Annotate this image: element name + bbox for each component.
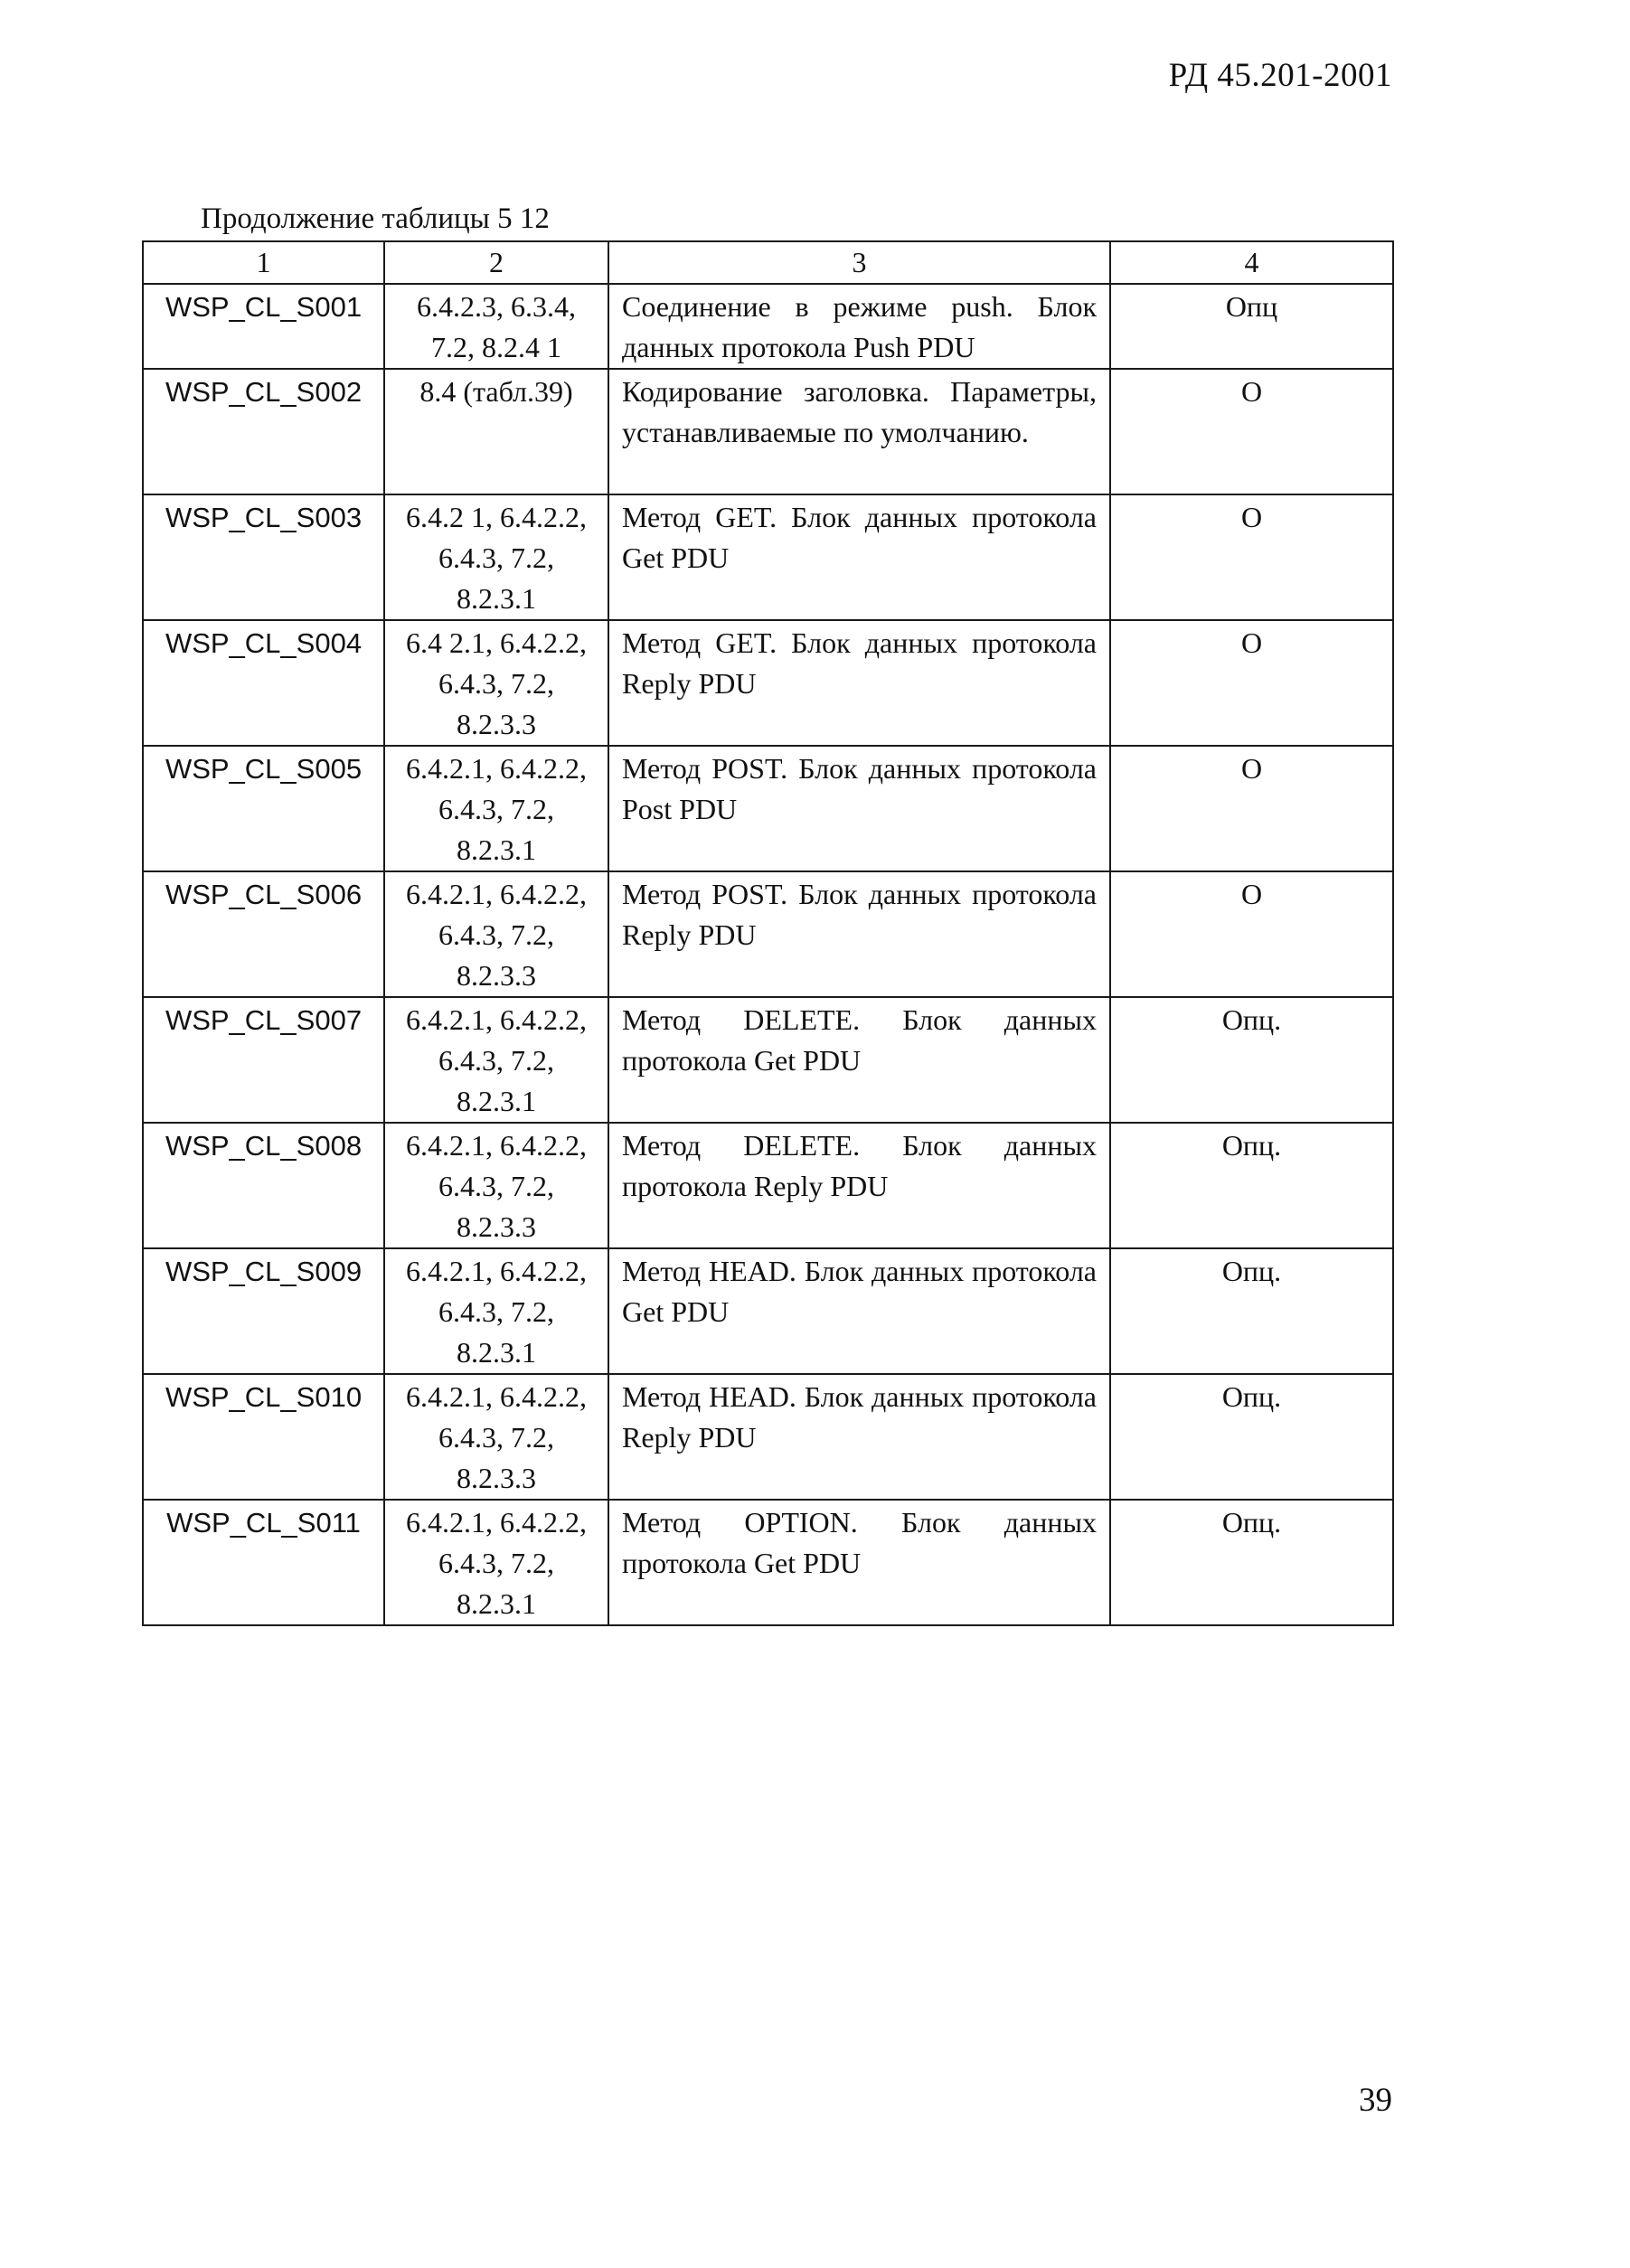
table-row bbox=[143, 620, 1393, 746]
row-status: О bbox=[1110, 369, 1393, 494]
row-id: WSP_CL_S001 bbox=[143, 284, 384, 369]
table-row bbox=[143, 997, 1393, 1123]
row-id: WSP_CL_S002 bbox=[143, 369, 384, 494]
row-ref: 6.4.2.1, 6.4.2.2, 6.4.3, 7.2, 8.2.3.3 bbox=[384, 871, 608, 997]
row-desc: Метод POST. Блок данных протокола Reply PDU bbox=[608, 871, 1110, 997]
row-ref: 6.4.2.1, 6.4.2.2, 6.4.3, 7.2, 8.2.3.3 bbox=[384, 1123, 608, 1248]
row-ref: 6.4.2.1, 6.4.2.2, 6.4.3, 7.2, 8.2.3.1 bbox=[384, 746, 608, 871]
table-row bbox=[143, 1123, 1393, 1248]
spec-table bbox=[142, 240, 1394, 1626]
row-status: О bbox=[1110, 494, 1393, 620]
row-status: О bbox=[1110, 871, 1393, 997]
row-status: О bbox=[1110, 746, 1393, 871]
table-body bbox=[143, 284, 1393, 1625]
header-row bbox=[143, 241, 1393, 284]
row-status: Опц. bbox=[1110, 997, 1393, 1123]
row-status: Опц. bbox=[1110, 1374, 1393, 1500]
row-id: WSP_CL_S006 bbox=[143, 871, 384, 997]
row-ref: 6.4.2.1, 6.4.2.2, 6.4.3, 7.2, 8.2.3.1 bbox=[384, 997, 608, 1123]
table-row bbox=[143, 284, 1393, 369]
row-id: WSP_CL_S011 bbox=[143, 1500, 384, 1625]
table-row bbox=[143, 369, 1393, 494]
row-id: WSP_CL_S005 bbox=[143, 746, 384, 871]
row-ref: 6.4.2.3, 6.3.4, 7.2, 8.2.4 1 bbox=[384, 284, 608, 369]
column-header-2: 2 bbox=[384, 241, 608, 284]
table-row bbox=[143, 871, 1393, 997]
table-row bbox=[143, 1500, 1393, 1625]
row-id: WSP_CL_S008 bbox=[143, 1123, 384, 1248]
row-ref: 6.4 2.1, 6.4.2.2, 6.4.3, 7.2, 8.2.3.3 bbox=[384, 620, 608, 746]
table-caption: Продолжение таблицы 5 12 bbox=[201, 202, 550, 235]
table-header bbox=[143, 241, 1393, 284]
row-desc: Метод HEAD. Блок данных протокола Get PDU bbox=[608, 1248, 1110, 1374]
table-row bbox=[143, 1374, 1393, 1500]
row-ref: 6.4.2 1, 6.4.2.2, 6.4.3, 7.2, 8.2.3.1 bbox=[384, 494, 608, 620]
row-id: WSP_CL_S010 bbox=[143, 1374, 384, 1500]
row-desc: Соединение в режиме push. Блок данных протокола Push PDU bbox=[608, 284, 1110, 369]
row-status: Опц. bbox=[1110, 1248, 1393, 1374]
column-header-3: 3 bbox=[608, 241, 1110, 284]
column-header-1: 1 bbox=[143, 241, 384, 284]
column-header-4: 4 bbox=[1110, 241, 1393, 284]
row-id: WSP_CL_S009 bbox=[143, 1248, 384, 1374]
row-desc: Метод DELETE. Блок данных протокола Get PDU bbox=[608, 997, 1110, 1123]
row-status: Опц bbox=[1110, 284, 1393, 369]
row-desc: Метод HEAD. Блок данных протокола Reply PDU bbox=[608, 1374, 1110, 1500]
row-desc: Метод OPTION. Блок данных протокола Get PDU bbox=[608, 1500, 1110, 1625]
row-id: WSP_CL_S007 bbox=[143, 997, 384, 1123]
document-code: РД 45.201-2001 bbox=[1168, 57, 1392, 94]
row-ref: 8.4 (табл.39) bbox=[384, 369, 608, 494]
row-desc: Метод POST. Блок данных протокола Post PDU bbox=[608, 746, 1110, 871]
page-number: 39 bbox=[1359, 2082, 1392, 2119]
table-row bbox=[143, 746, 1393, 871]
row-desc: Метод GET. Блок данных протокола Get PDU bbox=[608, 494, 1110, 620]
row-ref: 6.4.2.1, 6.4.2.2, 6.4.3, 7.2, 8.2.3.3 bbox=[384, 1374, 608, 1500]
row-id: WSP_CL_S004 bbox=[143, 620, 384, 746]
row-ref: 6.4.2.1, 6.4.2.2, 6.4.3, 7.2, 8.2.3.1 bbox=[384, 1248, 608, 1374]
row-status: Опц. bbox=[1110, 1123, 1393, 1248]
row-ref: 6.4.2.1, 6.4.2.2, 6.4.3, 7.2, 8.2.3.1 bbox=[384, 1500, 608, 1625]
row-status: Опц. bbox=[1110, 1500, 1393, 1625]
row-desc: Метод GET. Блок данных протокола Reply PDU bbox=[608, 620, 1110, 746]
table-row bbox=[143, 1248, 1393, 1374]
row-id: WSP_CL_S003 bbox=[143, 494, 384, 620]
row-desc: Метод DELETE. Блок данных протокола Reply PDU bbox=[608, 1123, 1110, 1248]
row-desc: Кодирование заголовка. Параметры, устанавливаемые по умолчанию. bbox=[608, 369, 1110, 494]
table-row bbox=[143, 494, 1393, 620]
row-status: О bbox=[1110, 620, 1393, 746]
